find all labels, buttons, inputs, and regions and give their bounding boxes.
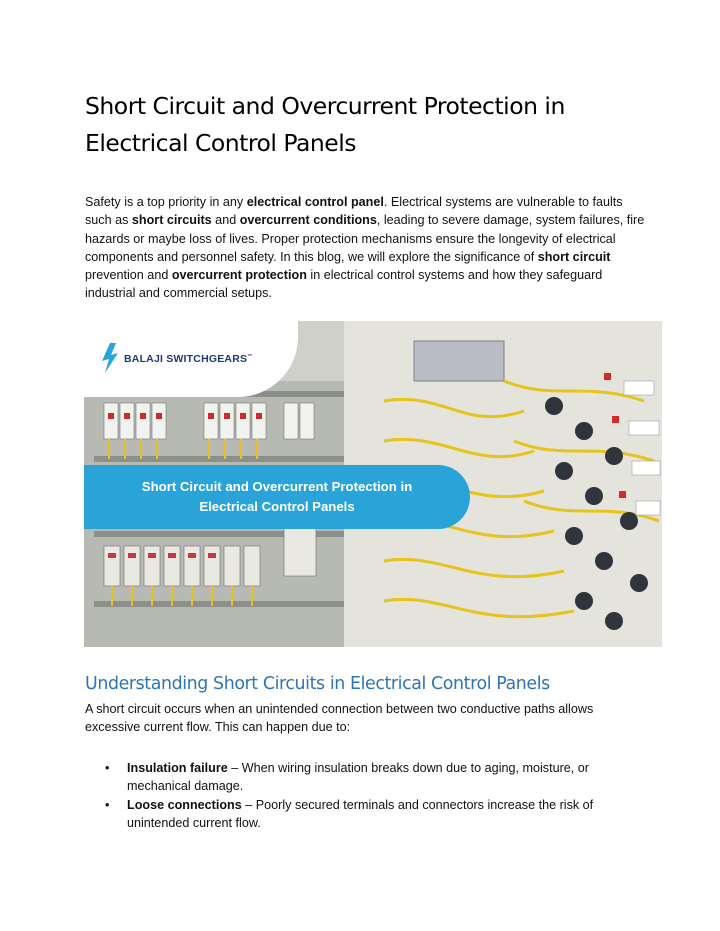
intro-bold-term: electrical control panel — [246, 195, 384, 209]
bullet-icon: • — [105, 797, 110, 812]
logo-trademark: ™ — [247, 353, 253, 360]
hero-image — [84, 321, 662, 647]
list-item-term: Insulation failure — [127, 761, 228, 775]
intro-bold-term: short circuits — [131, 213, 212, 228]
list-item-term: Loose connections — [127, 797, 242, 812]
intro-paragraph — [85, 193, 645, 303]
section-heading: Understanding Short Circuits in Electrical Control Panels — [85, 674, 550, 694]
list-item — [85, 796, 645, 833]
section-paragraph: A short circuit occurs when an unintended connection between two conductive paths allows excessive current flow. This can happen due to: — [85, 702, 594, 735]
list-item — [85, 759, 645, 796]
balaji-logo-icon — [98, 343, 122, 373]
hero-banner — [84, 465, 470, 529]
intro-text: prevention and — [85, 268, 172, 283]
causes-list — [85, 759, 645, 832]
banner-line-2: Electrical Control Panels — [199, 499, 355, 514]
bullet-icon: • — [105, 761, 110, 775]
page-title: Short Circuit and Overcurrent Protection in Electrical Control Panels — [85, 92, 565, 157]
list-item-desc: – Poorly secured terminals and connectors increase the risk of unintended current flow. — [127, 797, 594, 830]
intro-bold-term: short circuit — [537, 249, 611, 264]
list-item-desc: – When wiring insulation breaks down due to aging, moisture, or mechanical damage. — [127, 761, 589, 794]
intro-text: . Electrical systems are vulnerable to faults such as — [85, 195, 623, 228]
logo-wordmark: BALAJI SWITCHGEARS — [124, 353, 248, 365]
logo-card — [84, 321, 298, 397]
intro-bold-term: overcurrent protection — [171, 268, 307, 283]
intro-text: and — [211, 213, 240, 228]
intro-bold-term: overcurrent conditions — [239, 213, 377, 228]
banner-line-1: Short Circuit and Overcurrent Protection in — [141, 479, 413, 494]
intro-text: in electrical control systems and how they safeguard industrial and commercial setups. — [85, 268, 603, 301]
logo-text — [124, 353, 252, 365]
intro-text: , leading to severe damage, system failures, fire hazards or maybe loss of lives. Proper protection mechanisms ensure the longevity of electrical components and personnel safety. In this blog, we will explore the significance of — [85, 213, 645, 264]
intro-text: Safety is a top priority in any — [85, 195, 247, 209]
